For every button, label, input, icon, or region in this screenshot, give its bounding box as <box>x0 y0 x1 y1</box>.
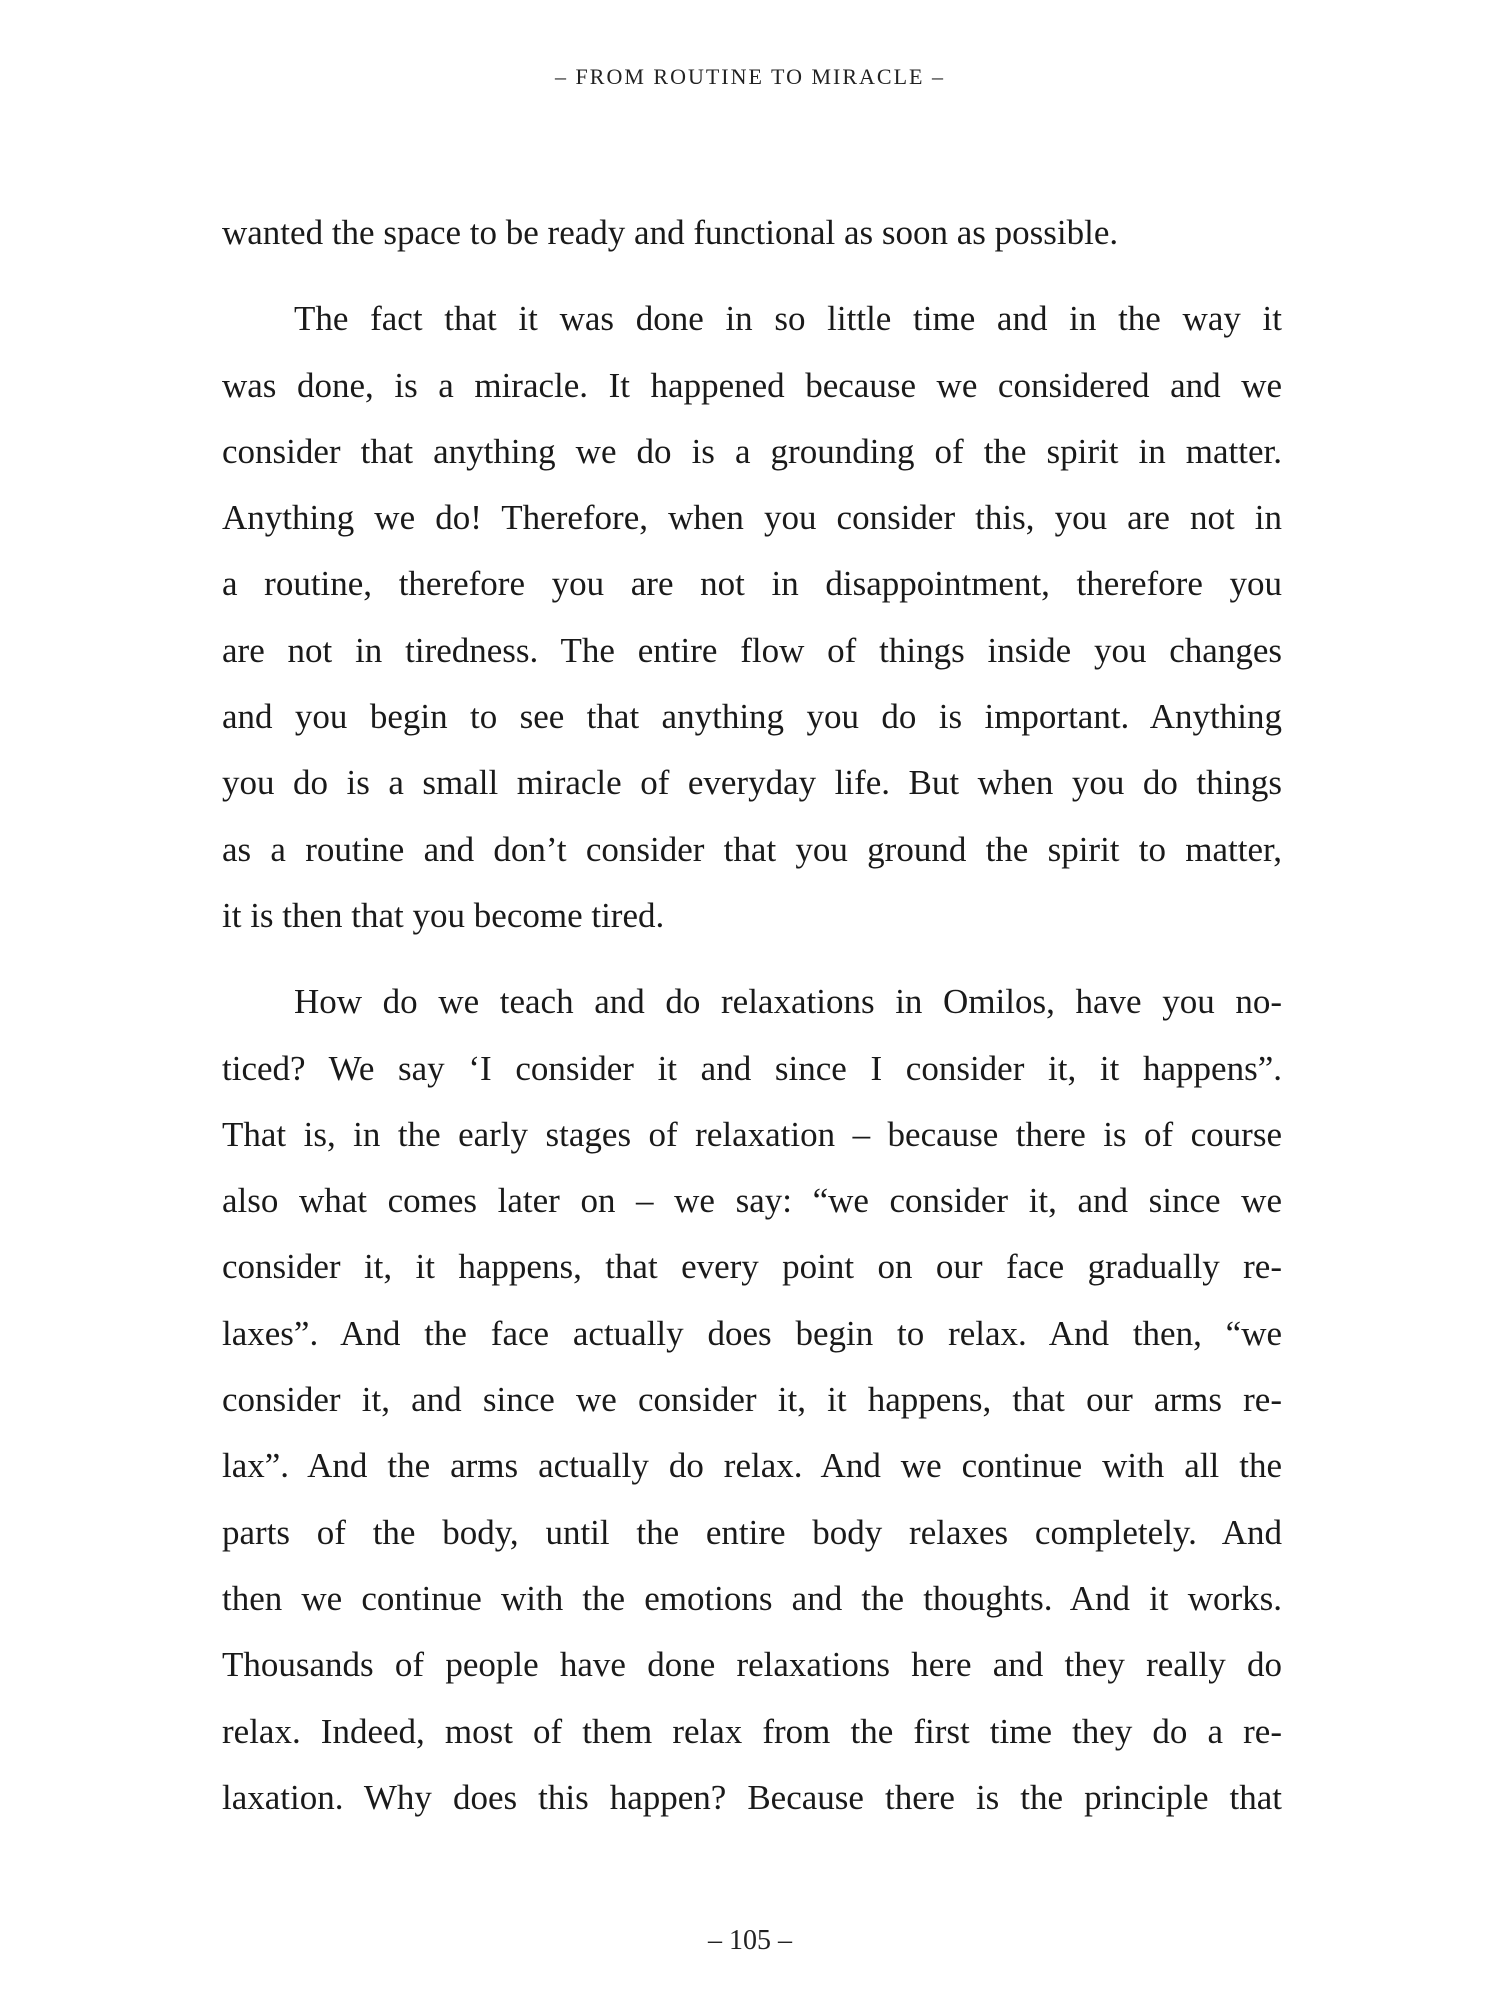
text-line: How do we teach and do relaxations in Omilos, have you no- <box>294 982 1282 1022</box>
text-line: it is then that you become tired. <box>222 895 665 935</box>
text-line: then we continue with the emotions and the thoughts. And it works. <box>222 1578 1282 1618</box>
text-line: a routine, therefore you are not in disappointment, therefore you <box>222 564 1282 604</box>
text-line: Anything we do! Therefore, when you consider this, you are not in <box>222 498 1282 538</box>
text-line: wanted the space to be ready and functional as soon as possible. <box>222 213 1119 252</box>
text-line: was done, is a miracle. It happened because we considered and we <box>222 365 1282 405</box>
text-line: are not in tiredness. The entire flow of things inside you changes <box>222 630 1282 670</box>
text-line: lax”. And the arms actually do relax. And we continue with all the <box>222 1446 1282 1486</box>
body-text <box>222 200 1282 1831</box>
text-line: relax. Indeed, most of them relax from the first time they do a re- <box>222 1711 1282 1751</box>
text-line: That is, in the early stages of relaxation – because there is of course <box>222 1114 1282 1154</box>
text-line: consider it, and since we consider it, it happens, that our arms re- <box>222 1380 1282 1420</box>
text-line: also what comes later on – we say: “we consider it, and since we <box>222 1181 1282 1221</box>
text-line: consider that anything we do is a grounding of the spirit in matter. <box>222 431 1282 471</box>
page-number: – 105 – <box>708 1925 792 1956</box>
text-line: you do is a small miracle of everyday life. But when you do things <box>222 763 1282 803</box>
text-line: The fact that it was done in so little time and in the way it <box>294 299 1282 339</box>
text-line: as a routine and don’t consider that you ground the spirit to matter, <box>222 829 1282 869</box>
text-line: laxation. Why does this happen? Because there is the principle that <box>222 1777 1282 1817</box>
text-line: and you begin to see that anything you do is important. Anything <box>222 697 1282 737</box>
text-line: consider it, it happens, that every point on our face gradually re- <box>222 1247 1282 1287</box>
text-line: laxes”. And the face actually does begin to relax. And then, “we <box>222 1313 1282 1353</box>
running-head: – FROM ROUTINE TO MIRACLE – <box>555 64 945 89</box>
text-line: ticed? We say ‘I consider it and since I consider it, it happens”. <box>222 1048 1282 1088</box>
text-line: Thousands of people have done relaxations here and they really do <box>222 1645 1282 1685</box>
text-line: parts of the body, until the entire body relaxes completely. And <box>222 1512 1282 1552</box>
